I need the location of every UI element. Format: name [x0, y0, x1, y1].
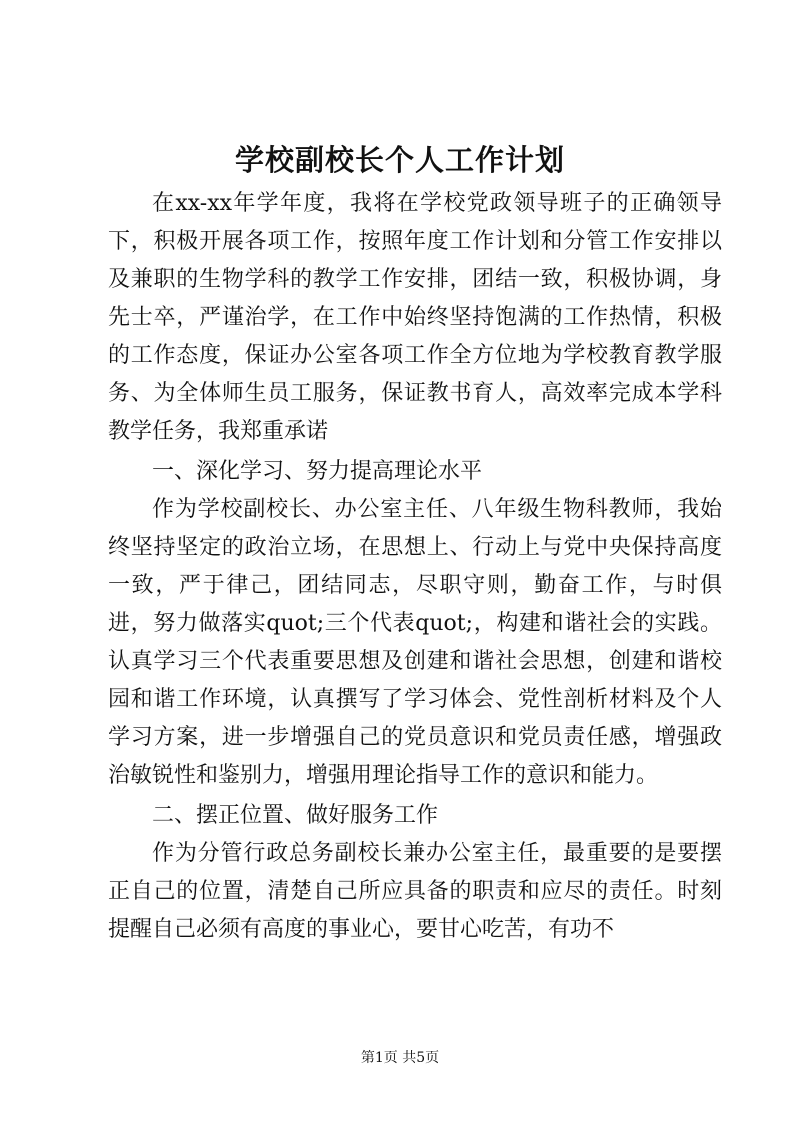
section-heading-1: 一、深化学习、努力提高理论水平: [152, 459, 483, 484]
paragraph-section-2: 作为分管行政总务副校长兼办公室主任，最重要的是要摆正自己的位置，清楚自己所应具备的职责和应尽的责任。时刻提醒自己必须有高度的事业心，要甘心吃苦，有功不: [108, 841, 722, 942]
paragraph-intro: 在xx-xx年学年度，我将在学校党政领导班子的正确领导下，积极开展各项工作，按照年度工作计划和分管工作安排以及兼职的生物学科的教学工作安排，团结一致，积极协调，身先士卒，严谨治学，在工作中始终坚持饱满的工作热情，积极的工作态度，保证办公室各项工作全方位地为学校教育教学服务、为全体师生员工服务，保证教书育人，高效率完成本学科教学任务，我郑重承诺: [108, 191, 722, 444]
document-title: 学校副校长个人工作计划: [234, 143, 565, 177]
document-body: [108, 185, 722, 949]
section-heading-2: 二、摆正位置、做好服务工作: [152, 803, 439, 828]
paragraph-section-1: 作为学校副校长、办公室主任、八年级生物科教师，我始终坚持坚定的政治立场，在思想上、行动上与党中央保持高度一致，严于律己，团结同志，尽职守则，勤奋工作，与时俱进，努力做落实quot;三个代表quot;，构建和谐社会的实践。认真学习三个代表重要思想及创建和谐社会思想，创建和谐校园和谐工作环境，认真撰写了学习体会、党性剖析材料及个人学习方案，进一步增强自己的党员意识和党员责任感，增强政治敏锐性和鉴别力，增强用理论指导工作的意识和能力。: [108, 497, 722, 788]
page-number-footer: 第1页 共5页: [360, 1050, 440, 1066]
